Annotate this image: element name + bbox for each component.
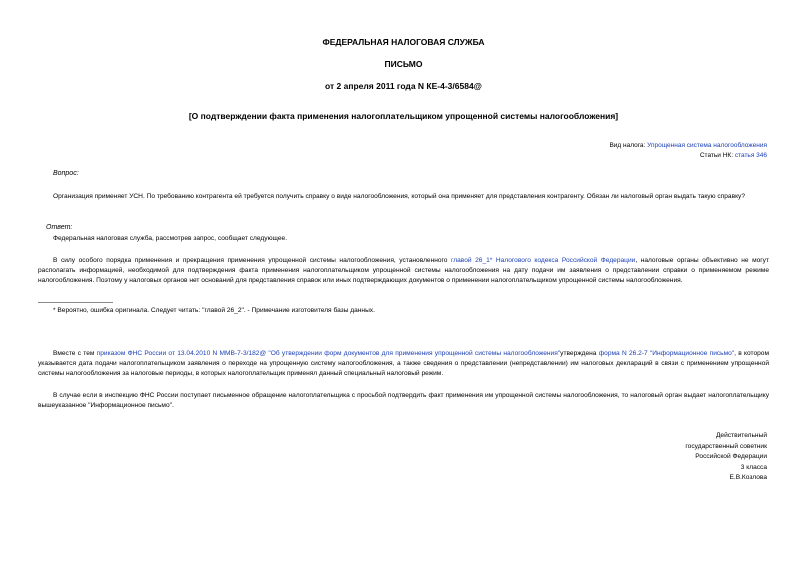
answer-paragraph-1: В силу особого порядка применения и прекращения применения упрощенной системы налогообложения, установленного главой 26_1* Налогового кодекса Российской Федерации, налоговые органы объективно не могут располагать информацией, необходимой для подтверждения факта применения налогоплательщиком упрощенной системы налогообложения на дату подачи им заявления о представлении справки о применяемом режиме налогообложения. Поэтому у налоговых органов нет оснований для представления справок или иных подтверждающих документов о применении налогоплательщиком упрощенной системы налогообложения. (38, 257, 769, 284)
tax-type-link[interactable]: Упрощенная система налогообложения (647, 142, 767, 149)
footnote-divider (38, 302, 113, 303)
tax-articles-label: Статьи НК: (699, 152, 735, 159)
form-26-2-7-link[interactable]: форма N 26.2-7 "Информационное письмо" (598, 350, 735, 357)
answer-paragraph-3: В случае если в инспекцию ФНС России поступает письменное обращение налогоплательщика с просьбой подтвердить факт применения им упрощенной системы налогообложения, то налоговый орган выдает налогоплательщику вышеуказанное "Информационное письмо". (38, 392, 769, 409)
tax-type-label: Вид налога: (609, 142, 648, 149)
document-subject: [О подтверждении факта применения налогоплательщиком упрощенной системы налогообложения] (188, 111, 619, 121)
tax-articles-link[interactable]: статья 346 (734, 152, 767, 159)
answer-label: Ответ: (46, 224, 73, 231)
document-date-number: от 2 апреля 2011 года N КЕ-4-3/6584@ (325, 81, 482, 91)
signature-block: Действительный государственный советник Российской Федерации 3 класса Е.В.Козлова (685, 431, 767, 484)
question-label: Вопрос: (53, 170, 79, 177)
footnote-text: * Вероятно, ошибка оригинала. Следует читать: "главой 26_2". - Примечание изготовителя базы данных. (53, 307, 375, 314)
tax-code-chapter-link[interactable]: главой 26_1* Налогового кодекса Российской Федерации (451, 257, 636, 264)
signatory-name: Е.В.Козлова (729, 474, 767, 481)
fns-order-link[interactable]: приказом ФНС России от 13.04.2010 N ММВ-7-3/182@ "Об утверждении форм документов для применения упрощенной системы налогообложения" (96, 350, 561, 357)
document-page (38, 0, 769, 571)
tax-articles-line (700, 151, 767, 161)
answer-intro: Федеральная налоговая служба, рассмотрев запрос, сообщает следующее. (53, 235, 288, 242)
document-type: ПИСЬМО (384, 59, 423, 69)
agency-title: ФЕДЕРАЛЬНАЯ НАЛОГОВАЯ СЛУЖБА (322, 37, 485, 47)
answer-paragraph-2: Вместе с тем приказом ФНС России от 13.04.2010 N ММВ-7-3/182@ "Об утверждении форм документов для применения упрощенной системы налогообложения"утверждена форма N 26.2-7 "Информационное письмо", в котором указывается дата подачи налогоплательщиком заявления о переходе на упрощенную систему налогообложения, а также сведения о представлении (непредставлении) им налоговых деклараций в связи с применением упрощенной системы налогообложения за налоговые периоды, в которых налогоплательщик применял данный специальный налоговый режим. (38, 350, 769, 377)
tax-type-line (609, 141, 767, 151)
question-text: Организация применяет УСН. По требованию контрагента ей требуется получить справку о виде налогообложения, который она применяет для представления контрагенту. Обязан ли налоговый орган выдать такую справку? (53, 193, 745, 200)
